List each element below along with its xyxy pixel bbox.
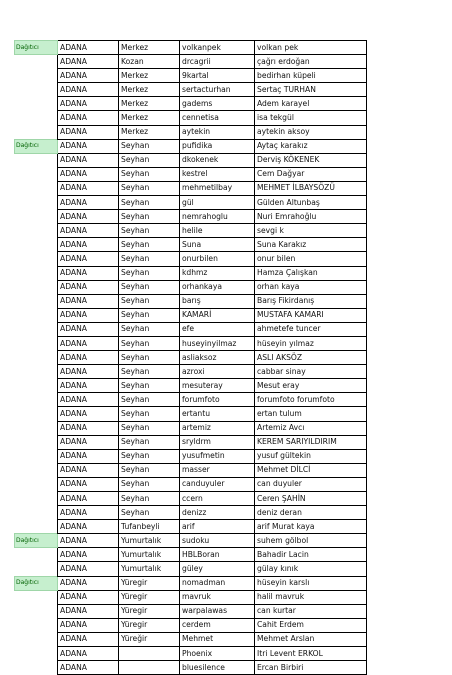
table-row [15,97,367,111]
fullname-cell[interactable]: Mehmet Arslan [255,632,367,646]
fullname-cell[interactable]: Sertaç TURHAN [255,83,367,97]
table-row [15,55,367,69]
city-cell[interactable]: ADANA [58,393,119,407]
district-cell[interactable]: Yüregir [119,604,180,618]
city-cell[interactable]: ADANA [58,55,119,69]
username-cell[interactable]: nomadman [180,576,255,590]
fullname-cell[interactable]: Aytaç karakız [255,139,367,153]
username-cell[interactable]: denizz [180,506,255,520]
distributor-tag-cell [15,322,58,336]
city-cell[interactable]: ADANA [58,181,119,195]
city-cell[interactable]: ADANA [58,266,119,280]
table-row [15,294,367,308]
city-cell[interactable]: ADANA [58,421,119,435]
distributor-tag-cell [15,69,58,83]
distributor-tag-cell [15,506,58,520]
table-row [15,210,367,224]
username-cell[interactable]: efe [180,322,255,336]
fullname-cell[interactable]: aytekin aksoy [255,125,367,139]
city-cell[interactable]: ADANA [58,379,119,393]
distributor-tag-cell [15,463,58,477]
city-cell[interactable]: ADANA [58,196,119,210]
username-cell[interactable]: sryldrm [180,435,255,449]
username-cell[interactable]: drcagrii [180,55,255,69]
district-cell[interactable]: Seyhan [119,477,180,491]
table-row [15,604,367,618]
username-cell[interactable]: masser [180,463,255,477]
username-cell[interactable]: arif [180,520,255,534]
district-cell[interactable] [119,661,180,675]
city-cell[interactable]: ADANA [58,139,119,153]
table-row [15,224,367,238]
fullname-cell[interactable]: deniz deran [255,506,367,520]
table-row [15,520,367,534]
username-cell[interactable]: Phoenix [180,647,255,661]
distributor-tag-cell [15,266,58,280]
username-cell[interactable]: Suna [180,238,255,252]
distributor-tag-cell [15,252,58,266]
table-row [15,266,367,280]
district-cell[interactable]: Yüreğir [119,632,180,646]
username-cell[interactable]: cennetisa [180,111,255,125]
distributor-tag-cell [15,492,58,506]
district-cell[interactable]: Kozan [119,55,180,69]
distributor-tag-cell [15,449,58,463]
city-cell[interactable]: ADANA [58,280,119,294]
table-row [15,379,367,393]
username-cell[interactable]: canduyuler [180,477,255,491]
distributor-tag-cell [15,562,58,576]
distributor-tag-cell [15,590,58,604]
fullname-cell[interactable]: Nuri Emrahoğlu [255,210,367,224]
username-cell[interactable]: asliaksoz [180,351,255,365]
fullname-cell[interactable]: Ercan Birbiri [255,661,367,675]
table-row [15,562,367,576]
distributor-tag-cell [15,336,58,350]
district-cell[interactable]: Seyhan [119,252,180,266]
district-cell[interactable]: Seyhan [119,181,180,195]
city-cell[interactable]: ADANA [58,351,119,365]
table-row [15,238,367,252]
district-cell[interactable]: Seyhan [119,294,180,308]
district-cell[interactable]: Seyhan [119,224,180,238]
city-cell[interactable]: ADANA [58,477,119,491]
city-cell[interactable]: ADANA [58,308,119,322]
district-cell[interactable]: Seyhan [119,238,180,252]
table-row [15,407,367,421]
table-row [15,463,367,477]
table-row [15,534,367,548]
table-row [15,548,367,562]
username-cell[interactable]: pufidika [180,139,255,153]
city-cell[interactable]: ADANA [58,294,119,308]
fullname-cell[interactable]: Artemiz Avcı [255,421,367,435]
distributor-tag-cell [15,435,58,449]
fullname-cell[interactable]: Adem karayel [255,97,367,111]
fullname-cell[interactable]: Suna Karakız [255,238,367,252]
distributor-tag-cell [15,210,58,224]
district-cell[interactable]: Merkez [119,69,180,83]
username-cell[interactable]: huseyinyilmaz [180,336,255,350]
city-cell[interactable]: ADANA [58,97,119,111]
district-cell[interactable]: Yüregir [119,590,180,604]
username-cell[interactable]: forumfoto [180,393,255,407]
table-row [15,661,367,675]
table-row [15,351,367,365]
table-row [15,181,367,195]
fullname-cell[interactable]: Cahit Erdem [255,618,367,632]
distributor-tag-cell [15,618,58,632]
district-cell[interactable]: Merkez [119,97,180,111]
distributor-tag-cell: Dağıtıcı [15,576,58,590]
username-cell[interactable]: dkokenek [180,153,255,167]
username-cell[interactable]: yusufmetin [180,449,255,463]
district-cell[interactable]: Seyhan [119,351,180,365]
fullname-cell[interactable]: Ceren ŞAHİN [255,492,367,506]
fullname-cell[interactable]: bedirhan küpeli [255,69,367,83]
fullname-cell[interactable]: onur bilen [255,252,367,266]
fullname-cell[interactable]: suhem gölbol [255,534,367,548]
district-cell[interactable]: Yüregir [119,618,180,632]
fullname-cell[interactable]: volkan pek [255,41,367,55]
city-cell[interactable]: ADANA [58,83,119,97]
fullname-cell[interactable]: Hamza Çalışkan [255,266,367,280]
fullname-cell[interactable]: ahmetefe tuncer [255,322,367,336]
distributor-tag-cell [15,407,58,421]
district-cell[interactable]: Seyhan [119,449,180,463]
city-cell[interactable]: ADANA [58,41,119,55]
district-cell[interactable]: Seyhan [119,463,180,477]
distributor-tag-cell [15,196,58,210]
distributor-tag-cell: Dağıtıcı [15,534,58,548]
fullname-cell[interactable]: Derviş KÖKENEK [255,153,367,167]
table-row [15,153,367,167]
district-cell[interactable]: Seyhan [119,407,180,421]
fullname-cell[interactable]: Bahadir Lacin [255,548,367,562]
username-cell[interactable]: sertacturhan [180,83,255,97]
city-cell[interactable]: ADANA [58,506,119,520]
username-cell[interactable]: volkanpek [180,41,255,55]
district-cell[interactable]: Seyhan [119,421,180,435]
district-cell[interactable]: Seyhan [119,210,180,224]
city-cell[interactable]: ADANA [58,167,119,181]
table-row [15,125,367,139]
city-cell[interactable]: ADANA [58,534,119,548]
city-cell[interactable]: ADANA [58,576,119,590]
table-row [15,167,367,181]
distributor-tag-cell [15,111,58,125]
district-cell[interactable]: Merkez [119,111,180,125]
fullname-cell[interactable]: yusuf gültekin [255,449,367,463]
distributor-tag-cell [15,379,58,393]
city-cell[interactable]: ADANA [58,632,119,646]
district-cell[interactable]: Seyhan [119,336,180,350]
table-row [15,252,367,266]
distributor-tag-cell [15,238,58,252]
username-cell[interactable]: onurbilen [180,252,255,266]
username-cell[interactable]: azroxi [180,365,255,379]
username-cell[interactable]: ertantu [180,407,255,421]
table-row [15,308,367,322]
fullname-cell[interactable]: Cem Dağyar [255,167,367,181]
district-cell[interactable]: Seyhan [119,492,180,506]
distributor-tag-cell [15,125,58,139]
distributor-tag-cell [15,477,58,491]
username-cell[interactable]: gül [180,196,255,210]
distributor-tag-cell [15,153,58,167]
district-cell[interactable]: Merkez [119,83,180,97]
distributor-tag-cell [15,632,58,646]
distributor-tag-cell [15,308,58,322]
district-cell[interactable]: Seyhan [119,139,180,153]
distributor-tag-cell [15,393,58,407]
table-row [15,618,367,632]
city-cell[interactable]: ADANA [58,562,119,576]
username-cell[interactable]: HBLBoran [180,548,255,562]
table-row [15,139,367,153]
fullname-cell[interactable]: Mesut eray [255,379,367,393]
district-cell[interactable]: Merkez [119,125,180,139]
city-cell[interactable]: ADANA [58,322,119,336]
distributor-tag-cell [15,421,58,435]
table-row [15,421,367,435]
distributor-tag-cell [15,520,58,534]
table-row [15,322,367,336]
table-row [15,41,367,55]
fullname-cell[interactable]: ertan tulum [255,407,367,421]
district-cell[interactable]: Yumurtalık [119,548,180,562]
username-cell[interactable]: ccern [180,492,255,506]
city-cell[interactable]: ADANA [58,153,119,167]
district-cell[interactable]: Seyhan [119,506,180,520]
city-cell[interactable]: ADANA [58,661,119,675]
district-cell[interactable]: Seyhan [119,393,180,407]
fullname-cell[interactable]: Itri Levent ERKOL [255,647,367,661]
fullname-cell[interactable]: halil mavruk [255,590,367,604]
distributor-tag-cell [15,548,58,562]
distributor-tag-cell [15,83,58,97]
city-cell[interactable]: ADANA [58,435,119,449]
city-cell[interactable]: ADANA [58,125,119,139]
district-cell[interactable]: Merkez [119,41,180,55]
fullname-cell[interactable]: Gülden Altunbaş [255,196,367,210]
fullname-cell[interactable]: MEHMET İLBAYSÖZÜ [255,181,367,195]
username-cell[interactable]: Mehmet [180,632,255,646]
username-cell[interactable]: sudoku [180,534,255,548]
distributor-tag-cell [15,294,58,308]
district-cell[interactable]: Seyhan [119,153,180,167]
city-cell[interactable]: ADANA [58,365,119,379]
district-cell[interactable]: Seyhan [119,435,180,449]
city-cell[interactable]: ADANA [58,238,119,252]
district-cell[interactable]: Seyhan [119,196,180,210]
table-row [15,590,367,604]
city-cell[interactable]: ADANA [58,590,119,604]
fullname-cell[interactable]: cabbar sinay [255,365,367,379]
city-cell[interactable]: ADANA [58,520,119,534]
table-row [15,280,367,294]
fullname-cell[interactable]: KEREM SARIYILDIRIM [255,435,367,449]
table-row [15,647,367,661]
username-cell[interactable]: nemrahoglu [180,210,255,224]
city-cell[interactable]: ADANA [58,252,119,266]
district-cell[interactable] [119,647,180,661]
username-cell[interactable]: mesuteray [180,379,255,393]
table-row [15,477,367,491]
district-cell[interactable]: Tufanbeyli [119,520,180,534]
fullname-cell[interactable]: can duyuler [255,477,367,491]
table-row [15,632,367,646]
table-row [15,576,367,590]
table-row [15,435,367,449]
username-cell[interactable]: 9kartal [180,69,255,83]
spreadsheet-table [14,40,367,675]
distributor-tag-cell [15,167,58,181]
district-cell[interactable]: Yumurtalık [119,534,180,548]
district-cell[interactable]: Seyhan [119,280,180,294]
district-cell[interactable]: Seyhan [119,167,180,181]
city-cell[interactable]: ADANA [58,618,119,632]
distributor-tag-cell [15,351,58,365]
fullname-cell[interactable]: isa tekgül [255,111,367,125]
username-cell[interactable]: helile [180,224,255,238]
city-cell[interactable]: ADANA [58,647,119,661]
fullname-cell[interactable]: hüseyin yılmaz [255,336,367,350]
username-cell[interactable]: orhankaya [180,280,255,294]
distributor-tag-cell [15,280,58,294]
city-cell[interactable]: ADANA [58,111,119,125]
fullname-cell[interactable]: ASLI AKSÖZ [255,351,367,365]
username-cell[interactable]: warpalawas [180,604,255,618]
fullname-cell[interactable]: can kurtar [255,604,367,618]
username-cell[interactable]: gadems [180,97,255,111]
distributor-tag-cell [15,365,58,379]
distributor-tag-cell [15,181,58,195]
username-cell[interactable]: aytekin [180,125,255,139]
city-cell[interactable]: ADANA [58,224,119,238]
distributor-tag-cell [15,97,58,111]
username-cell[interactable]: cerdem [180,618,255,632]
district-cell[interactable]: Seyhan [119,308,180,322]
distributor-tag-cell: Dağıtıcı [15,139,58,153]
district-cell[interactable]: Seyhan [119,379,180,393]
username-cell[interactable]: mehmetilbay [180,181,255,195]
table-row [15,365,367,379]
fullname-cell[interactable]: çağrı erdoğan [255,55,367,69]
username-cell[interactable]: barış [180,294,255,308]
city-cell[interactable]: ADANA [58,407,119,421]
city-cell[interactable]: ADANA [58,449,119,463]
table-row [15,492,367,506]
city-cell[interactable]: ADANA [58,69,119,83]
fullname-cell[interactable]: forumfoto forumfoto [255,393,367,407]
city-cell[interactable]: ADANA [58,492,119,506]
username-cell[interactable]: mavruk [180,590,255,604]
city-cell[interactable]: ADANA [58,463,119,477]
table-row [15,449,367,463]
district-cell[interactable]: Seyhan [119,322,180,336]
fullname-cell[interactable]: Mehmet DİLCİ [255,463,367,477]
table-row [15,336,367,350]
table-row [15,196,367,210]
fullname-cell[interactable]: sevgi k [255,224,367,238]
table-row [15,69,367,83]
table-row [15,393,367,407]
username-cell[interactable]: bluesilence [180,661,255,675]
city-cell[interactable]: ADANA [58,604,119,618]
fullname-cell[interactable]: MUSTAFA KAMARI [255,308,367,322]
table-row [15,83,367,97]
spreadsheet-body [15,41,367,675]
table-row [15,111,367,125]
city-cell[interactable]: ADANA [58,548,119,562]
fullname-cell[interactable]: hüseyin karslı [255,576,367,590]
distributor-tag-cell [15,55,58,69]
distributor-tag-cell [15,604,58,618]
fullname-cell[interactable]: Barış Fikirdanış [255,294,367,308]
username-cell[interactable]: kdhmz [180,266,255,280]
table-row [15,506,367,520]
username-cell[interactable]: artemiz [180,421,255,435]
district-cell[interactable]: Seyhan [119,365,180,379]
fullname-cell[interactable]: gülay kınık [255,562,367,576]
distributor-tag-cell [15,661,58,675]
district-cell[interactable]: Yumurtalık [119,562,180,576]
distributor-tag-cell [15,647,58,661]
distributor-tag-cell: Dağıtıcı [15,41,58,55]
city-cell[interactable]: ADANA [58,210,119,224]
district-cell[interactable]: Yüregir [119,576,180,590]
distributor-tag-cell [15,224,58,238]
username-cell[interactable]: güley [180,562,255,576]
district-cell[interactable]: Seyhan [119,266,180,280]
username-cell[interactable]: KAMARİ [180,308,255,322]
username-cell[interactable]: kestrel [180,167,255,181]
city-cell[interactable]: ADANA [58,336,119,350]
fullname-cell[interactable]: orhan kaya [255,280,367,294]
fullname-cell[interactable]: arif Murat kaya [255,520,367,534]
